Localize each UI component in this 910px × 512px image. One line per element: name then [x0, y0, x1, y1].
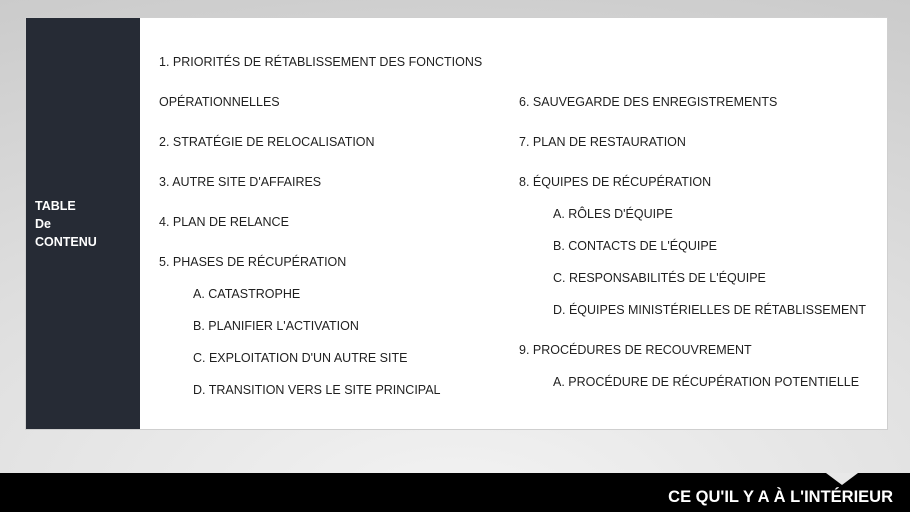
toc-card: [25, 17, 888, 430]
toc-item-3: 3. AUTRE SITE D'AFFAIRES: [159, 175, 322, 189]
toc-item-8-subitems: [519, 198, 879, 326]
toc-subitem-5a: A. CATASTROPHE: [193, 287, 301, 301]
toc-item-5-subitems: [159, 278, 509, 406]
toc-item-8: 8. ÉQUIPES DE RÉCUPÉRATION: [519, 175, 712, 189]
toc-item-2: 2. STRATÉGIE DE RELOCALISATION: [159, 135, 375, 149]
toc-subitem-9a: A. PROCÉDURE DE RÉCUPÉRATION POTENTIELLE: [553, 375, 860, 389]
toc-subitem-8a: A. RÔLES D'ÉQUIPE: [553, 207, 673, 221]
toc-item-4: 4. PLAN DE RELANCE: [159, 215, 289, 229]
sidebar-title-line-2: De: [35, 216, 51, 231]
toc-item-5: 5. PHASES DE RÉCUPÉRATION: [159, 255, 347, 269]
toc-column-left: [159, 42, 509, 410]
toc-subitem-5c: C. EXPLOITATION D'UN AUTRE SITE: [193, 351, 408, 365]
footer-bar: [0, 473, 910, 512]
toc-subitem-8d: D. ÉQUIPES MINISTÉRIELLES DE RÉTABLISSEMENT: [553, 303, 867, 317]
sidebar-title-line-3: CONTENU: [35, 234, 97, 249]
toc-sidebar: [26, 18, 140, 429]
toc-subitem-5b: B. PLANIFIER L'ACTIVATION: [193, 319, 359, 333]
toc-column-right: [519, 82, 879, 402]
toc-item-7: 7. PLAN DE RESTAURATION: [519, 135, 686, 149]
toc-item-1: 1. PRIORITÉS DE RÉTABLISSEMENT DES FONCTIONS OPÉRATIONNELLES: [159, 55, 483, 109]
sidebar-title-line-1: TABLE: [35, 198, 76, 213]
toc-item-9: 9. PROCÉDURES DE RECOUVREMENT: [519, 343, 752, 357]
toc-subitem-8b: B. CONTACTS DE L'ÉQUIPE: [553, 239, 717, 253]
toc-item-9-subitems: [519, 366, 879, 398]
toc-item-6: 6. SAUVEGARDE DES ENREGISTREMENTS: [519, 95, 778, 109]
toc-subitem-8c: C. RESPONSABILITÉS DE L'ÉQUIPE: [553, 271, 766, 285]
toc-subitem-5d: D. TRANSITION VERS LE SITE PRINCIPAL: [193, 383, 441, 397]
footer-label: CE QU'IL Y A À L'INTÉRIEUR: [668, 488, 893, 506]
